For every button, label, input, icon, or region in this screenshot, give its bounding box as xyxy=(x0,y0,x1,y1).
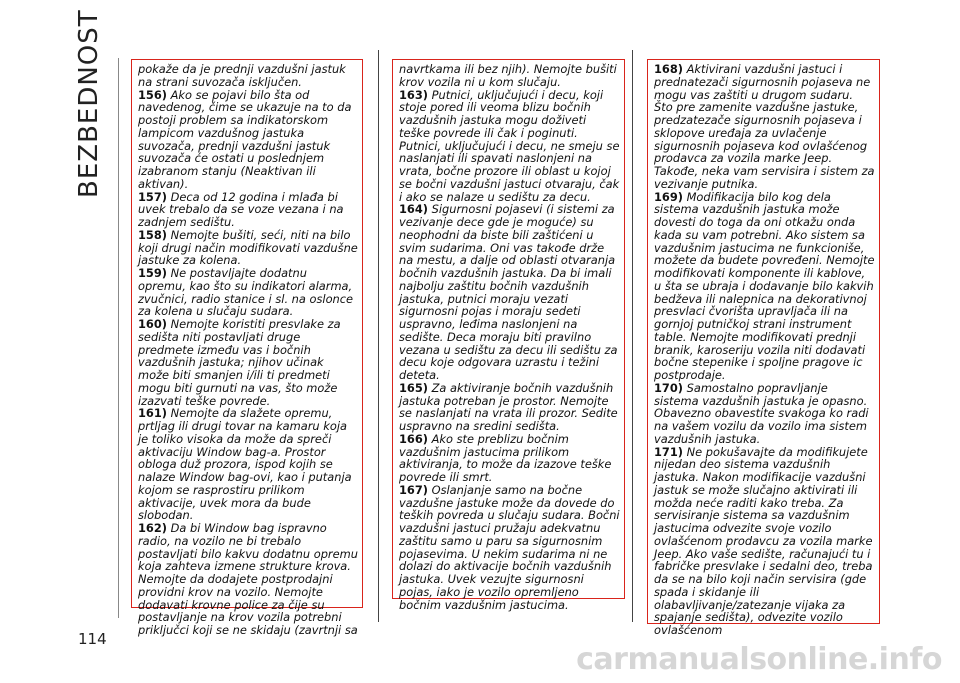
warning-number: 162) xyxy=(138,521,167,535)
warning-paragraph xyxy=(138,407,358,522)
section-divider xyxy=(118,58,119,618)
warning-paragraph xyxy=(138,522,358,637)
warning-paragraph xyxy=(399,89,620,204)
warning-number: 157) xyxy=(138,189,167,204)
warning-text: Da bi Window bag ispravno radio, na vozilo ne bi trebalo postavljati bilo kakvu dodatnu opremu koja zahteva izmene strukture krova. Nemojte da dodajete postprodajni providni krov na vozilo. Nemojte dodavati krovne police za čije su postavljanje na krov vozila potrebni priključci koji se ne skidaju (zavrtnji sa xyxy=(138,521,358,637)
warning-number: 168) xyxy=(654,62,683,76)
warning-number: 167) xyxy=(399,482,428,497)
warning-paragraph xyxy=(399,203,620,382)
warning-number: 164) xyxy=(399,202,428,217)
warning-text: navrtkama ili bez njih). Nemojte bušiti krov vozila ni u kom slučaju. xyxy=(399,62,617,89)
warning-number: 163) xyxy=(399,87,428,102)
warning-number: 156) xyxy=(138,87,167,102)
warning-paragraph xyxy=(138,318,358,407)
warning-paragraph xyxy=(399,484,620,612)
warning-text: Deca od 12 godina i mlađa bi uvek trebalo da se voze vezana i na zadnjem sedištu. xyxy=(138,189,344,229)
warning-text: Modifikacija bilo kog dela sistema vazdušnih jastuka može dovesti do toga da oni otkažu onda kada su vam potrebni. Ako sistem sa vazdušnim jastucima ne funkcioniše, možete da budete povređeni. Nemojte modifikovati komponente ili kablove, u šta se ubraja i dodavanje bilo kakvih bedževa ili nalepnica na dekorativnoj presvlaci čvorišta upravljača ili na gornjoj putničkoj strani instrument table. Nemojte modifikovati prednji branik, karoseriju vozila niti dodavati bočne stepenike i spoljne pragove ic postprodaje. xyxy=(654,189,875,382)
warning-paragraph xyxy=(654,382,875,446)
warning-text: Za aktiviranje bočnih vazdušnih jastuka potreban je prostor. Nemojte se naslanjati na vrata ili prozor. Sedite uspravno na sredini sedišta. xyxy=(399,380,618,433)
warning-number: 169) xyxy=(654,189,683,204)
warning-paragraph xyxy=(138,89,358,191)
page-number: 114 xyxy=(78,630,107,648)
column-divider xyxy=(632,50,633,622)
warning-text: Putnici, uključujući i decu, koji stoje pored ili veoma blizu bočnih vazdušnih jastuka mogu doživeti teške povrede ili čak i poginuti. Putnici, uključujući i decu, ne smeju se naslanjati ili spavati naslonjeni na vrata, bočne prozore ili oblast u kojoj se bočni vazdušni jastuci otvaraju, čak i ako se nalaze u sedištu za decu. xyxy=(399,87,620,204)
warning-number: 158) xyxy=(138,227,167,242)
warning-box-2 xyxy=(392,59,625,612)
warning-number: 159) xyxy=(138,266,167,280)
warning-text: Ako ste preblizu bočnim vazdušnim jastucima prilikom aktiviranja, to može da izazove teške povrede ili smrt. xyxy=(399,431,612,484)
section-title: BEZBEDNOST xyxy=(74,9,104,198)
warning-number: 165) xyxy=(399,380,428,395)
warning-text: Aktivirani vazdušni jastuci i prednatezači sigurnosnih pojaseva ne mogu vas zaštiti u drugom sudaru. Što pre zamenite vazdušne jastuke, predzatezače sigurnosnih pojaseva i sklopove uređaja za uvlačenje sigurnosnih pojaseva kod ovlašćenog prodavca za vozila marke Jeep. Takođe, neka vam servisira i sistem za vezivanje putnika. xyxy=(654,62,875,191)
warning-number: 171) xyxy=(654,444,683,459)
warning-paragraph xyxy=(399,63,620,89)
warning-text: Nemojte da slažete opremu, prtljag ili drugi tovar na kamaru koja je toliko visoka da može da spreči aktivaciju Window bag-a. Prostor obloga duž prozora, ispod kojih se nalaze Window bag-ovi, kao i putanja kojom se rasprostiru prilikom aktivacije, uvek mora da bude slobodan. xyxy=(138,406,352,523)
warning-text: Ako se pojavi bilo šta od navedenog, čime se ukazuje na to da postoji problem sa indikatorskom lampicom vazdušnog jastuka suvozača, prednji vazdušni jastuk suvozača će ostati u poslednjem izabranom stanju (Neaktivan ili aktivan). xyxy=(138,87,352,191)
warning-paragraph xyxy=(138,63,358,89)
warning-paragraph xyxy=(138,267,358,318)
warning-text: Ne pokušavajte da modifikujete nijedan deo sistema vazdušnih jastuka. Nakon modifikacije vazdušni jastuk se može slučajno aktivirati ili možda neće raditi kako treba. Za servisiranje sistema sa vazdušnim jastucima odvezite svoje vozilo ovlašćenom prodavcu za vozila marke Jeep. Ako vaše sedište, računajući tu i fabričke presvlake i sedalni deo, treba da se na bilo koji način servisira (gde spada i skidanje ili olabavljivanje/zatezanje vijaka za spajanje sedišta), odvezite vozilo ovlašćenom xyxy=(654,444,873,637)
warning-number: 160) xyxy=(138,317,167,331)
warning-text: Sigurnosni pojasevi (i sistemi za vezivanje dece gde je moguće) su neophodni da biste bili zaštićeni u svim sudarima. Oni vas takođe drže na mestu, a dalje od oblasti otvaranja bočnih vazdušnih jastuka. Da bi imali najbolju zaštitu bočnih vazdušnih jastuka, putnici moraju vezati sigurnosni pojas i moraju sedeti uspravno, leđima naslonjeni na sedište. Deca moraju biti pravilno vezana u sedištu za decu ili sedištu za decu koje odgovara uzrastu i težini deteta. xyxy=(399,202,618,382)
warning-text: Ne postavljajte dodatnu opremu, kao što su indikatori alarma, zvučnici, radio stanice i sl. na oslonce za kolena u slučaju sudara. xyxy=(138,266,354,319)
warning-text: Nemojte bušiti, seći, niti na bilo koji drugi način modifikovati vazdušne jastuke za kolena. xyxy=(138,227,358,268)
warning-paragraph xyxy=(399,433,620,484)
warning-text: pokaže da je prednji vazdušni jastuk na strani suvozača isključen. xyxy=(138,62,346,89)
warning-paragraph xyxy=(654,446,875,637)
warning-text: Oslanjanje samo na bočne vazdušne jastuke može da dovede do teških povreda u slučaju sudara. Bočni vazdušni jastuci pružaju adekvatnu zaštitu samo u paru sa sigurnosnim pojasevima. U nekim sudarima ni ne dolazi do aktivacije bočnih vazdušnih jastuka. Uvek vezujte sigurnosni pojas, iako je vozilo opremljeno bočnim vazdušnim jastucima. xyxy=(399,482,620,612)
warning-paragraph xyxy=(399,382,620,433)
watermark: carmanualsonline.info xyxy=(576,642,942,677)
warning-text: Samostalno popravljanje sistema vazdušnih jastuka je opasno. Obavezno obavestite svakoga ko radi na vašem vozilu da vozilo ima sistem vazdušnih jastuka. xyxy=(654,380,869,446)
column-divider xyxy=(378,50,379,622)
warning-box-1 xyxy=(131,59,363,637)
warning-paragraph xyxy=(654,191,875,382)
warning-number: 166) xyxy=(399,431,428,446)
warning-paragraph xyxy=(138,191,358,229)
warning-text: Nemojte koristiti presvlake za sedišta niti postavljati druge predmete između vas i bočnih vazdušnih jastuka; njihov učinak može biti smanjen i/ili ti predmeti mogu biti gurnuti na vas, što može izazvati teške povrede. xyxy=(138,317,341,408)
warning-number: 161) xyxy=(138,406,167,421)
warning-number: 170) xyxy=(654,380,683,395)
warning-paragraph xyxy=(138,229,358,267)
warning-box-3 xyxy=(647,59,880,637)
warning-paragraph xyxy=(654,63,875,191)
